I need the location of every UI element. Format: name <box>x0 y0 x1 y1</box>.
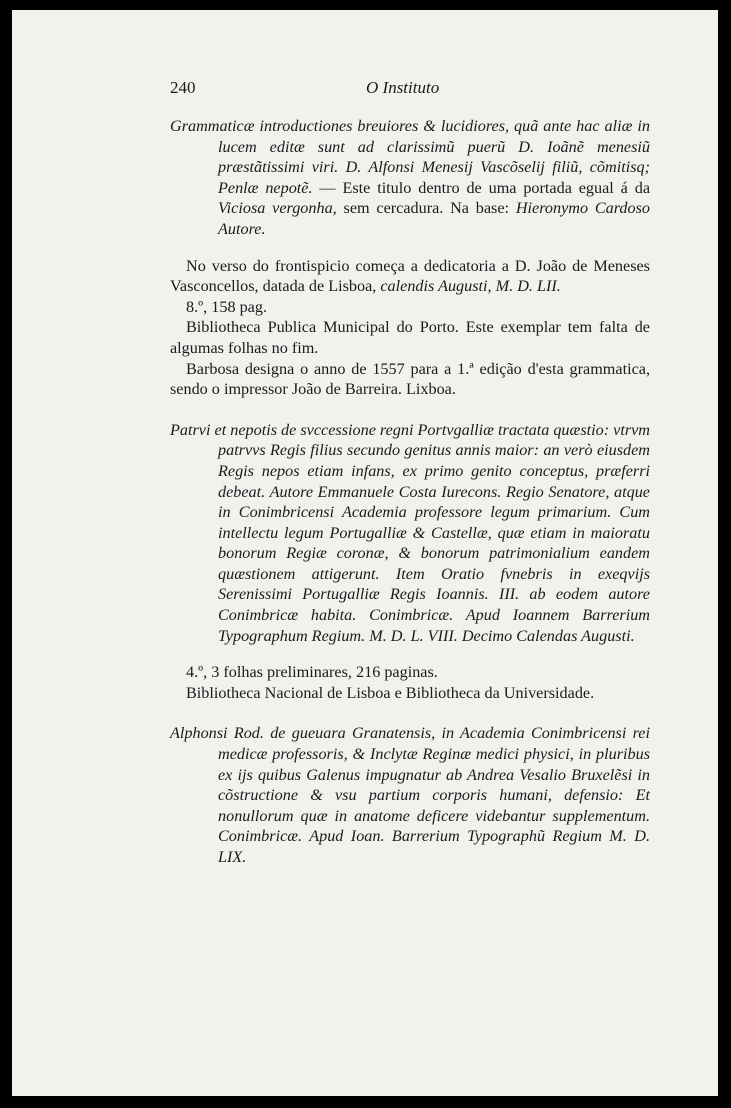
entry-format: 4.º, 3 folhas preliminares, 216 paginas. <box>186 663 438 682</box>
page-number: 240 <box>170 78 196 97</box>
book-page <box>12 10 718 1096</box>
bibliography-entry <box>170 723 650 867</box>
entry-title: Patrvi et nepotis de svccessione regni Portvgalliæ tractata quæstio: vtrvm patrvvs Regis filius secundo genitus annis maior: an verò eiusdem Regis nepos etiam infans, ex primo genito conceptus, præferri debeat. Autore Emmanuele Costa Iurecons. Regio Senatore, atque in Conimbricensi Academia professore legum primarium. Cum intellectu legum Portugalliæ & Castellæ, quæ etiam in maioratu bonorum Regiæ coronæ, & bonorum patrimonialium eandem quæstionem attigerunt. Item Oratio fvnebris in exeqvijs Serenissimi Portugalliæ Regis Ioannis. III. ab eodem autore Conimbricæ habita. Conimbricæ. Apud Ioannem Barrerium Typographum Regium. M. D. L. VIII. Decimo Calendas Augusti. <box>170 420 650 645</box>
body-text <box>170 116 650 868</box>
note-text: No verso do frontispicio começa a dedicatoria a D. João de Meneses Vasconcellos, datada de Lisboa, <box>170 256 650 296</box>
journal-title: O Instituto <box>366 78 440 97</box>
title-reference: Viciosa vergonha, <box>218 199 337 218</box>
note-date: calendis Augusti, M. D. LII. <box>380 277 561 296</box>
bibliography-entry <box>170 420 650 704</box>
title-author: Hieronymo Cardoso Autore. <box>218 199 651 238</box>
entry-note <box>170 256 650 297</box>
entry-format: 8.º, 158 pag. <box>186 297 268 316</box>
title-latin: Grammaticæ introductiones breuiores & lucidiores, quã ante hac aliæ in lucem editæ sunt ad clarissimũ puerũ D. Ioãnẽ menesiũ præstãtissimi viri. D. Alfonsi Menesij Vascõselij filiũ, cõmitisq; Penlæ nepotẽ. <box>170 117 650 197</box>
bibliography-entry <box>170 116 650 400</box>
title-description-cont: sem cercadura. Na base: <box>336 199 516 218</box>
entry-title: Alphonsi Rod. de gueuara Granatensis, in Academia Conimbricensi rei medicæ professoris, & Inclytæ Reginæ medici physici, in pluribus ex ijs quibus Galenus impugnatur ab Andrea Vesalio Bruxelẽsi in cõstructione & vsu partium corporis humani, defensio: Et nonullorum quæ in anatome deficere videbantur supplementum. Conimbricæ. Apud Ioan. Barrerium Typographũ Regium M. D. LIX. <box>170 724 650 866</box>
entry-title <box>170 116 650 240</box>
entry-library: Bibliotheca Nacional de Lisboa e Bibliotheca da Universidade. <box>186 683 595 702</box>
entry-library: Bibliotheca Publica Municipal do Porto. Este exemplar tem falta de algumas folhas no fim. <box>170 318 650 357</box>
entry-remark: Barbosa designa o anno de 1557 para a 1.ª edição d'esta grammatica, sendo o impressor João de Barreira. Lixboa. <box>170 359 650 399</box>
title-description: — Este titulo dentro de uma portada egual á da <box>312 178 651 197</box>
